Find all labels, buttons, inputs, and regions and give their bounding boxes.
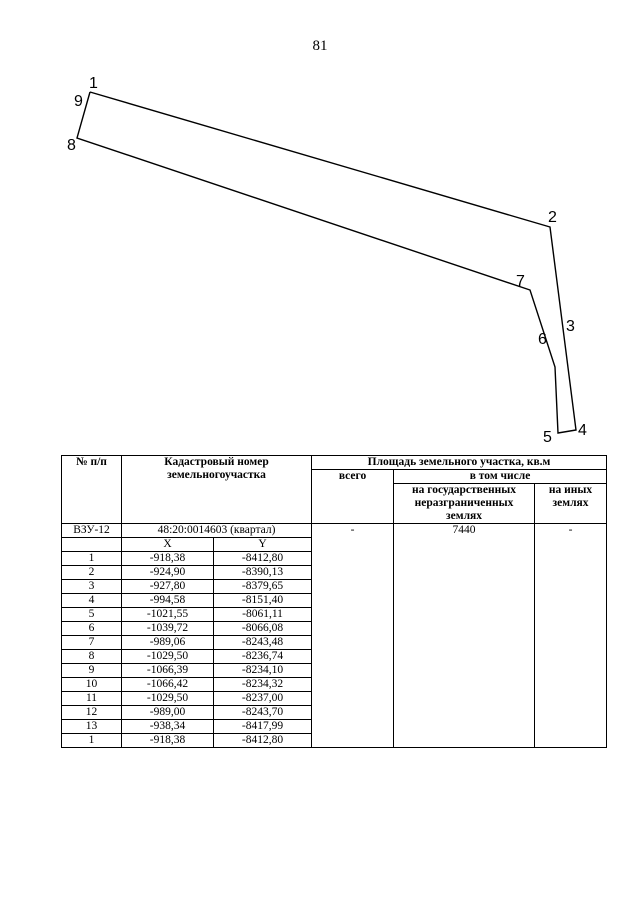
coord-x: -1021,55	[122, 608, 214, 622]
coord-x: -994,58	[122, 594, 214, 608]
coord-y: -8234,32	[214, 678, 312, 692]
plot-area-state: 7440	[394, 524, 535, 748]
header-area: Площадь земельного участка, кв.м	[312, 456, 607, 470]
point-number: 2	[62, 566, 122, 580]
coord-y: -8236,74	[214, 650, 312, 664]
coord-y: -8412,80	[214, 734, 312, 748]
point-number: 8	[62, 650, 122, 664]
point-label-9: 9	[74, 93, 83, 110]
point-number: 11	[62, 692, 122, 706]
coord-y: -8237,00	[214, 692, 312, 706]
point-label-1: 1	[89, 75, 98, 92]
coord-x: -924,90	[122, 566, 214, 580]
point-label-2: 2	[548, 209, 557, 226]
coord-x: -1039,72	[122, 622, 214, 636]
coord-y: -8234,10	[214, 664, 312, 678]
plot-id: ВЗУ-12	[62, 524, 122, 538]
coord-y: -8379,65	[214, 580, 312, 594]
coord-y: -8243,48	[214, 636, 312, 650]
header-cadastral: Кадастровый номер земельногоучастка	[122, 456, 312, 524]
coord-x: -918,38	[122, 734, 214, 748]
coord-x: -938,34	[122, 720, 214, 734]
header-num: № п/п	[62, 456, 122, 524]
coord-x: -1029,50	[122, 650, 214, 664]
coord-y: -8412,80	[214, 552, 312, 566]
point-label-8: 8	[67, 137, 76, 154]
coord-x: -1029,50	[122, 692, 214, 706]
page-number: 81	[312, 38, 328, 54]
header-including: в том числе	[394, 470, 607, 484]
point-number: 4	[62, 594, 122, 608]
coord-x: -918,38	[122, 552, 214, 566]
coord-header-blank	[62, 538, 122, 552]
point-number: 12	[62, 706, 122, 720]
plot-cadastral: 48:20:0014603 (квартал)	[122, 524, 312, 538]
header-total: всего	[312, 470, 394, 524]
coord-x: -1066,39	[122, 664, 214, 678]
point-number: 5	[62, 608, 122, 622]
coord-x: -989,00	[122, 706, 214, 720]
point-number: 9	[62, 664, 122, 678]
coord-header-x: X	[122, 538, 214, 552]
coordinates-table	[61, 455, 607, 748]
point-label-4: 4	[578, 422, 587, 439]
point-label-5: 5	[543, 429, 552, 446]
point-label-7: 7	[516, 273, 525, 290]
coord-header-y: Y	[214, 538, 312, 552]
coord-y: -8066,08	[214, 622, 312, 636]
plot-area-other: -	[535, 524, 607, 748]
coord-x: -1066,42	[122, 678, 214, 692]
point-number: 3	[62, 580, 122, 594]
coord-y: -8243,70	[214, 706, 312, 720]
header-row-1	[62, 456, 607, 470]
point-label-3: 3	[566, 318, 575, 335]
coord-y: -8390,13	[214, 566, 312, 580]
coord-y: -8151,40	[214, 594, 312, 608]
point-number: 1	[62, 734, 122, 748]
coord-x: -989,06	[122, 636, 214, 650]
plot-row	[62, 524, 607, 538]
plot-area-total: -	[312, 524, 394, 748]
point-number: 7	[62, 636, 122, 650]
coord-y: -8061,11	[214, 608, 312, 622]
point-number: 6	[62, 622, 122, 636]
coord-x: -927,80	[122, 580, 214, 594]
point-label-6: 6	[538, 331, 547, 348]
point-number: 10	[62, 678, 122, 692]
point-number: 1	[62, 552, 122, 566]
header-other-lands: на иных землях	[535, 484, 607, 524]
plot-boundary	[77, 92, 576, 433]
coord-y: -8417,99	[214, 720, 312, 734]
header-state-lands: на государственных неразграниченных землях	[394, 484, 535, 524]
point-number: 13	[62, 720, 122, 734]
